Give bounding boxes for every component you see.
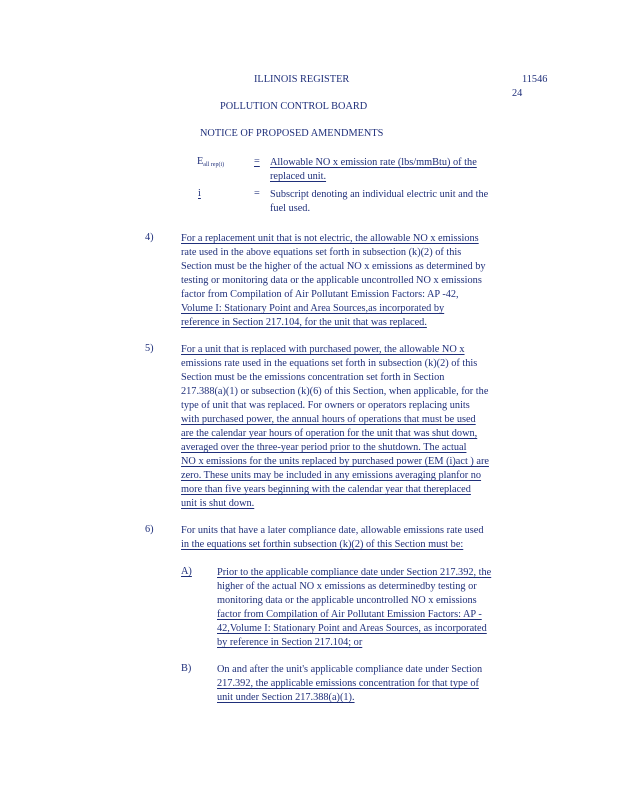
definition-e-line-2: replaced unit. <box>270 171 327 182</box>
item-a-line: 42,Volume I: Stationary Point and Areas Sources, as incorporated <box>217 623 487 634</box>
page-sub-number: 24 <box>512 88 523 99</box>
item-5-line: type of unit that was replaced. For owners or operators replacing units <box>181 400 470 411</box>
item-a-line: monitoring data or the applicable uncontrolled NO x emissions <box>217 595 477 606</box>
item-a-line: Prior to the applicable compliance date under Section 217.392, the <box>217 567 492 578</box>
definition-equals-i: = <box>254 188 260 199</box>
item-5-line: averaged over the three-year period prior to the shutdown. The actual <box>181 442 467 453</box>
definition-symbol-i: i <box>198 188 201 199</box>
item-6-number: 6) <box>145 524 154 535</box>
symbol-e-subscript: all rep(i) <box>203 162 225 168</box>
item-5-line: with purchased power, the annual hours of operations that must be used <box>181 414 476 425</box>
definition-i-line-2: fuel used. <box>270 203 311 214</box>
item-5-line: 217.388(a)(1) or subsection (k)(6) of this Section, when applicable, for the <box>181 386 489 397</box>
item-4-line: testing or monitoring data or the applicable uncontrolled NO x emissions <box>181 275 482 286</box>
definition-i-line-1: Subscript denoting an individual electric unit and the <box>270 189 489 200</box>
item-6-line: in the equations set forthin subsection (k)(2) of this Section must be: <box>181 539 464 550</box>
item-4-number: 4) <box>145 232 154 243</box>
item-5-line: zero. These units may be included in any emissions averaging planfor no <box>181 470 482 481</box>
item-6-line: For units that have a later compliance date, allowable emissions rate used <box>181 525 484 536</box>
item-5-number: 5) <box>145 343 154 354</box>
item-5-line: more than five years beginning with the calendar year that thereplaced <box>181 484 471 495</box>
item-b-line: On and after the unit's applicable compliance date under Section <box>217 664 483 675</box>
symbol-e: E <box>197 156 204 167</box>
notice-title: NOTICE OF PROPOSED AMENDMENTS <box>200 128 384 139</box>
item-5-line: NO x emissions for the units replaced by purchased power (EM (i)act ) are <box>181 456 489 467</box>
item-4-line: reference in Section 217.104, for the unit that was replaced. <box>181 317 427 328</box>
item-a-line: factor from Compilation of Air Pollutant Emission Factors: AP - <box>217 609 482 620</box>
item-5-line: Section must be the emissions concentration set forth in Section <box>181 372 445 383</box>
item-a-line: higher of the actual NO x emissions as determinedby testing or <box>217 581 477 592</box>
definition-e-line-1: Allowable NO x emission rate (lbs/mmBtu) of the <box>270 157 477 168</box>
item-a-line: by reference in Section 217.104; or <box>217 637 363 648</box>
board-title: POLLUTION CONTROL BOARD <box>220 101 368 112</box>
item-5-line: emissions rate used in the equations set forth in subsection (k)(2) of this <box>181 358 478 369</box>
item-a-number: A) <box>181 566 192 577</box>
item-5-line: For a unit that is replaced with purchased power, the allowable NO x <box>181 344 465 355</box>
item-b-number: B) <box>181 663 192 674</box>
definition-equals-e: = <box>254 156 260 167</box>
item-4-line: factor from Compilation of Air Pollutant Emission Factors: AP -42, <box>181 289 459 300</box>
item-4-line: Volume I: Stationary Point and Area Sources,as incorporated by <box>181 303 445 314</box>
register-title: ILLINOIS REGISTER <box>254 74 350 85</box>
item-b-line: unit under Section 217.388(a)(1). <box>217 692 355 703</box>
item-b-line: 217.392, the applicable emissions concentration for that type of <box>217 678 479 689</box>
item-5-line: are the calendar year hours of operation for the unit that was shut down, <box>181 428 478 439</box>
item-4-line: rate used in the above equations set forth in subsection (k)(2) of this <box>181 247 462 258</box>
definition-symbol-e <box>197 156 224 168</box>
item-4-line: Section must be the higher of the actual NO x emissions as determined by <box>181 261 486 272</box>
item-5-line: unit is shut down. <box>181 498 255 509</box>
item-4-line: For a replacement unit that is not electric, the allowable NO x emissions <box>181 233 479 244</box>
page-number: 11546 <box>522 74 548 85</box>
